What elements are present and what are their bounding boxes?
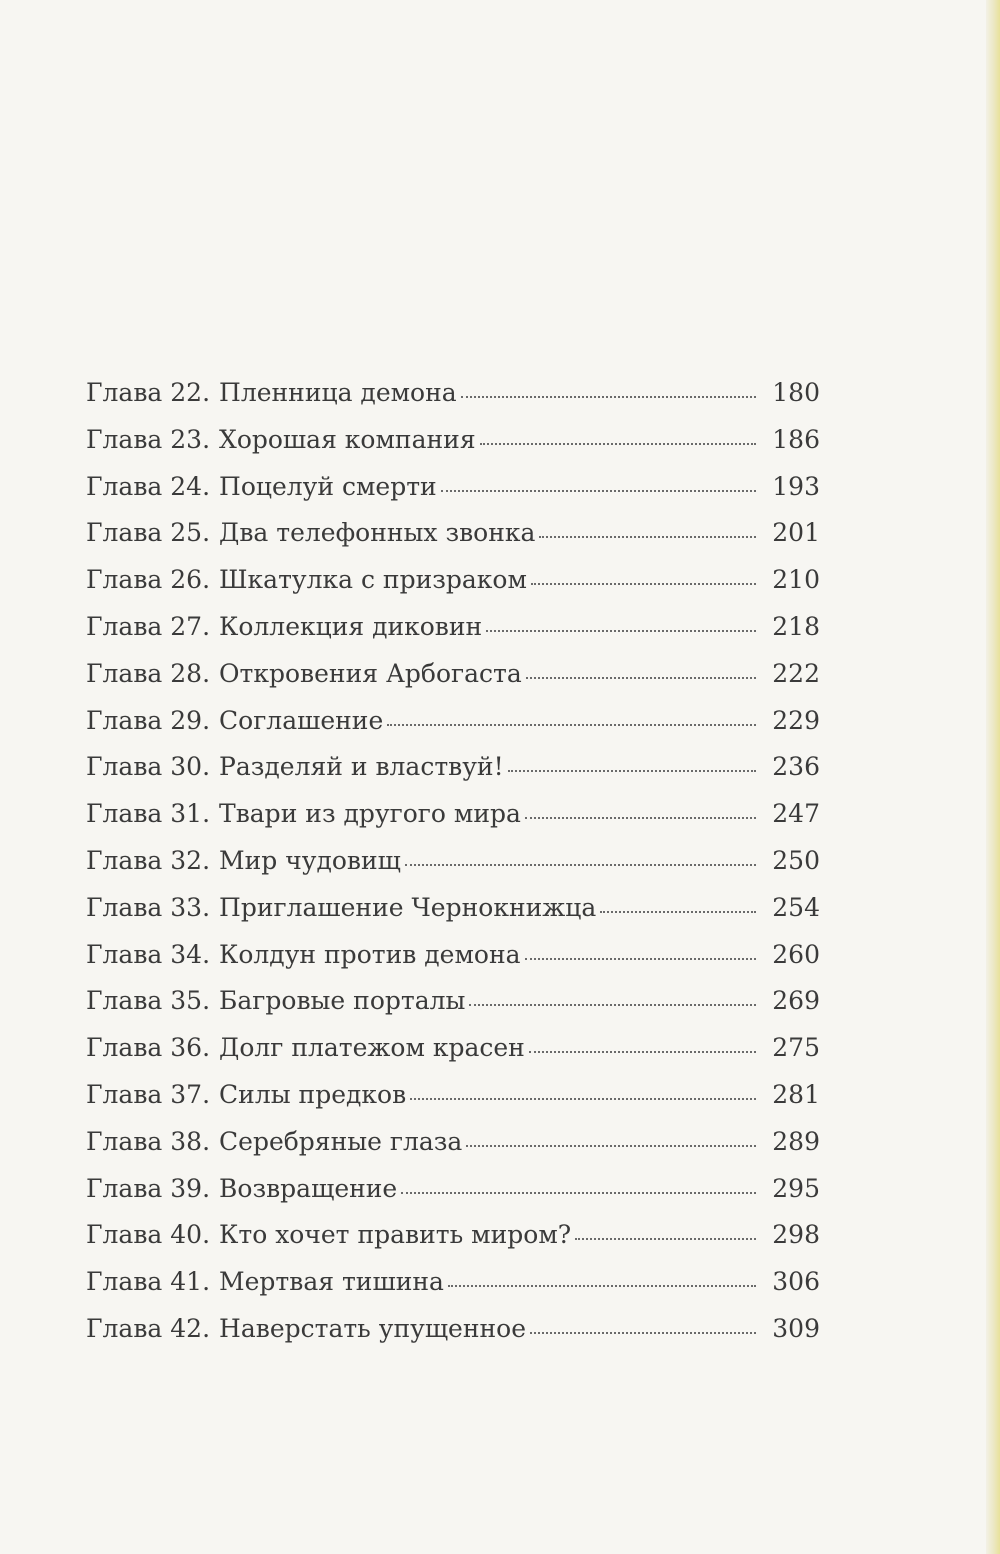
toc-chapter-title: Долг платежом красен [219, 1033, 525, 1063]
toc-entry-28 [86, 651, 820, 698]
toc-entry-26 [86, 557, 820, 604]
toc-dot-leader [529, 1051, 756, 1053]
toc-page-number: 210 [772, 565, 820, 595]
toc-dot-leader [486, 630, 756, 632]
toc-chapter-title: Мир чудовищ [219, 845, 401, 875]
toc-dot-leader [539, 536, 756, 538]
toc-dot-leader [387, 724, 756, 726]
toc-entry-32 [86, 838, 820, 885]
toc-dot-leader [600, 911, 756, 913]
toc-page-number: 201 [772, 518, 820, 548]
toc-entry-41 [86, 1259, 820, 1306]
toc-page-number: 309 [772, 1313, 820, 1343]
toc-chapter-title: Силы предков [219, 1079, 407, 1109]
toc-chapter-number: Глава 25. [86, 518, 211, 548]
toc-chapter-number: Глава 23. [86, 424, 211, 454]
toc-entry-31 [86, 791, 820, 838]
toc-dot-leader [530, 1332, 756, 1334]
toc-page-number: 269 [772, 986, 820, 1016]
toc-entry-29 [86, 698, 820, 745]
toc-chapter-title: Коллекция диковин [219, 611, 483, 641]
toc-dot-leader [526, 677, 756, 679]
toc-entry-34 [86, 932, 820, 979]
toc-chapter-number: Глава 42. [86, 1313, 211, 1343]
toc-page-number: 229 [772, 705, 820, 735]
toc-chapter-title: Возвращение [219, 1173, 398, 1203]
toc-dot-leader [525, 958, 756, 960]
toc-chapter-number: Глава 31. [86, 799, 211, 829]
toc-chapter-title: Хорошая компания [219, 424, 476, 454]
toc-chapter-number: Глава 22. [86, 378, 211, 407]
toc-dot-leader [469, 1004, 756, 1006]
toc-dot-leader [461, 396, 756, 398]
toc-dot-leader [401, 1192, 756, 1194]
toc-page-number: 295 [772, 1173, 820, 1203]
toc-entry-27 [86, 604, 820, 651]
toc-chapter-number: Глава 30. [86, 752, 211, 782]
toc-chapter-title: Поцелуй смерти [219, 471, 437, 501]
toc-entry-22 [86, 370, 820, 417]
toc-page-number: 289 [772, 1126, 820, 1156]
toc-chapter-title: Соглашение [219, 705, 384, 735]
toc-dot-leader [410, 1098, 756, 1100]
toc-chapter-title: Серебряные глаза [219, 1126, 463, 1156]
toc-page-number: 180 [772, 378, 820, 407]
toc-dot-leader [448, 1285, 756, 1287]
toc-page-number: 281 [772, 1079, 820, 1109]
toc-chapter-number: Глава 36. [86, 1033, 211, 1063]
toc-entry-37 [86, 1072, 820, 1119]
toc-dot-leader [575, 1238, 756, 1240]
toc-dot-leader [525, 817, 756, 819]
toc-chapter-number: Глава 27. [86, 611, 211, 641]
toc-entry-39 [86, 1166, 820, 1213]
toc-chapter-number: Глава 32. [86, 845, 211, 875]
toc-chapter-number: Глава 33. [86, 892, 211, 922]
toc-dot-leader [508, 770, 756, 772]
toc-entry-38 [86, 1119, 820, 1166]
toc-page-number: 275 [772, 1033, 820, 1063]
toc-page-number: 218 [772, 611, 820, 641]
page-edge-shadow [986, 0, 1000, 1554]
toc-chapter-number: Глава 37. [86, 1079, 211, 1109]
toc-chapter-number: Глава 24. [86, 471, 211, 501]
toc-chapter-title: Наверстать упущенное [219, 1313, 527, 1343]
toc-page-number: 250 [772, 845, 820, 875]
toc-page-number: 222 [772, 658, 820, 688]
toc-entry-24 [86, 464, 820, 511]
toc-page-number: 298 [772, 1220, 820, 1250]
toc-entry-35 [86, 978, 820, 1025]
toc-chapter-title: Мертвая тишина [219, 1267, 444, 1297]
toc-chapter-title: Приглашение Чернокнижца [219, 892, 597, 922]
toc-chapter-number: Глава 26. [86, 565, 211, 595]
toc-dot-leader [480, 443, 756, 445]
toc-page-number: 193 [772, 471, 820, 501]
toc-entry-36 [86, 1025, 820, 1072]
toc-chapter-number: Глава 38. [86, 1126, 211, 1156]
toc-chapter-title: Колдун против демона [219, 939, 521, 969]
toc-entry-30 [86, 744, 820, 791]
toc-page-number: 260 [772, 939, 820, 969]
toc-chapter-title: Кто хочет править миром? [219, 1220, 572, 1250]
toc-page-number: 254 [772, 892, 820, 922]
toc-page-number: 247 [772, 799, 820, 829]
toc-chapter-title: Шкатулка с призраком [219, 565, 527, 595]
toc-entry-25 [86, 510, 820, 557]
toc-dot-leader [405, 864, 756, 866]
toc-entry-33 [86, 885, 820, 932]
toc-chapter-title: Откровения Арбогаста [219, 658, 522, 688]
toc-chapter-title: Багровые порталы [219, 986, 466, 1016]
toc-dot-leader [466, 1145, 756, 1147]
toc-chapter-title: Твари из другого мира [219, 799, 521, 829]
toc-page-number: 186 [772, 424, 820, 454]
toc-chapter-number: Глава 39. [86, 1173, 211, 1203]
toc-chapter-number: Глава 41. [86, 1267, 211, 1297]
toc-chapter-title: Два телефонных звонка [219, 518, 536, 548]
toc-chapter-title: Пленница демона [219, 378, 457, 407]
toc-page-number: 306 [772, 1267, 820, 1297]
table-of-contents [86, 370, 820, 1353]
toc-entry-42 [86, 1306, 820, 1353]
toc-page-number: 236 [772, 752, 820, 782]
toc-dot-leader [531, 583, 756, 585]
toc-entry-40 [86, 1212, 820, 1259]
toc-chapter-number: Глава 40. [86, 1220, 211, 1250]
toc-chapter-title: Разделяй и властвуй! [219, 752, 504, 782]
toc-entry-23 [86, 417, 820, 464]
toc-dot-leader [441, 490, 756, 492]
toc-chapter-number: Глава 29. [86, 705, 211, 735]
toc-chapter-number: Глава 34. [86, 939, 211, 969]
toc-chapter-number: Глава 35. [86, 986, 211, 1016]
toc-chapter-number: Глава 28. [86, 658, 211, 688]
